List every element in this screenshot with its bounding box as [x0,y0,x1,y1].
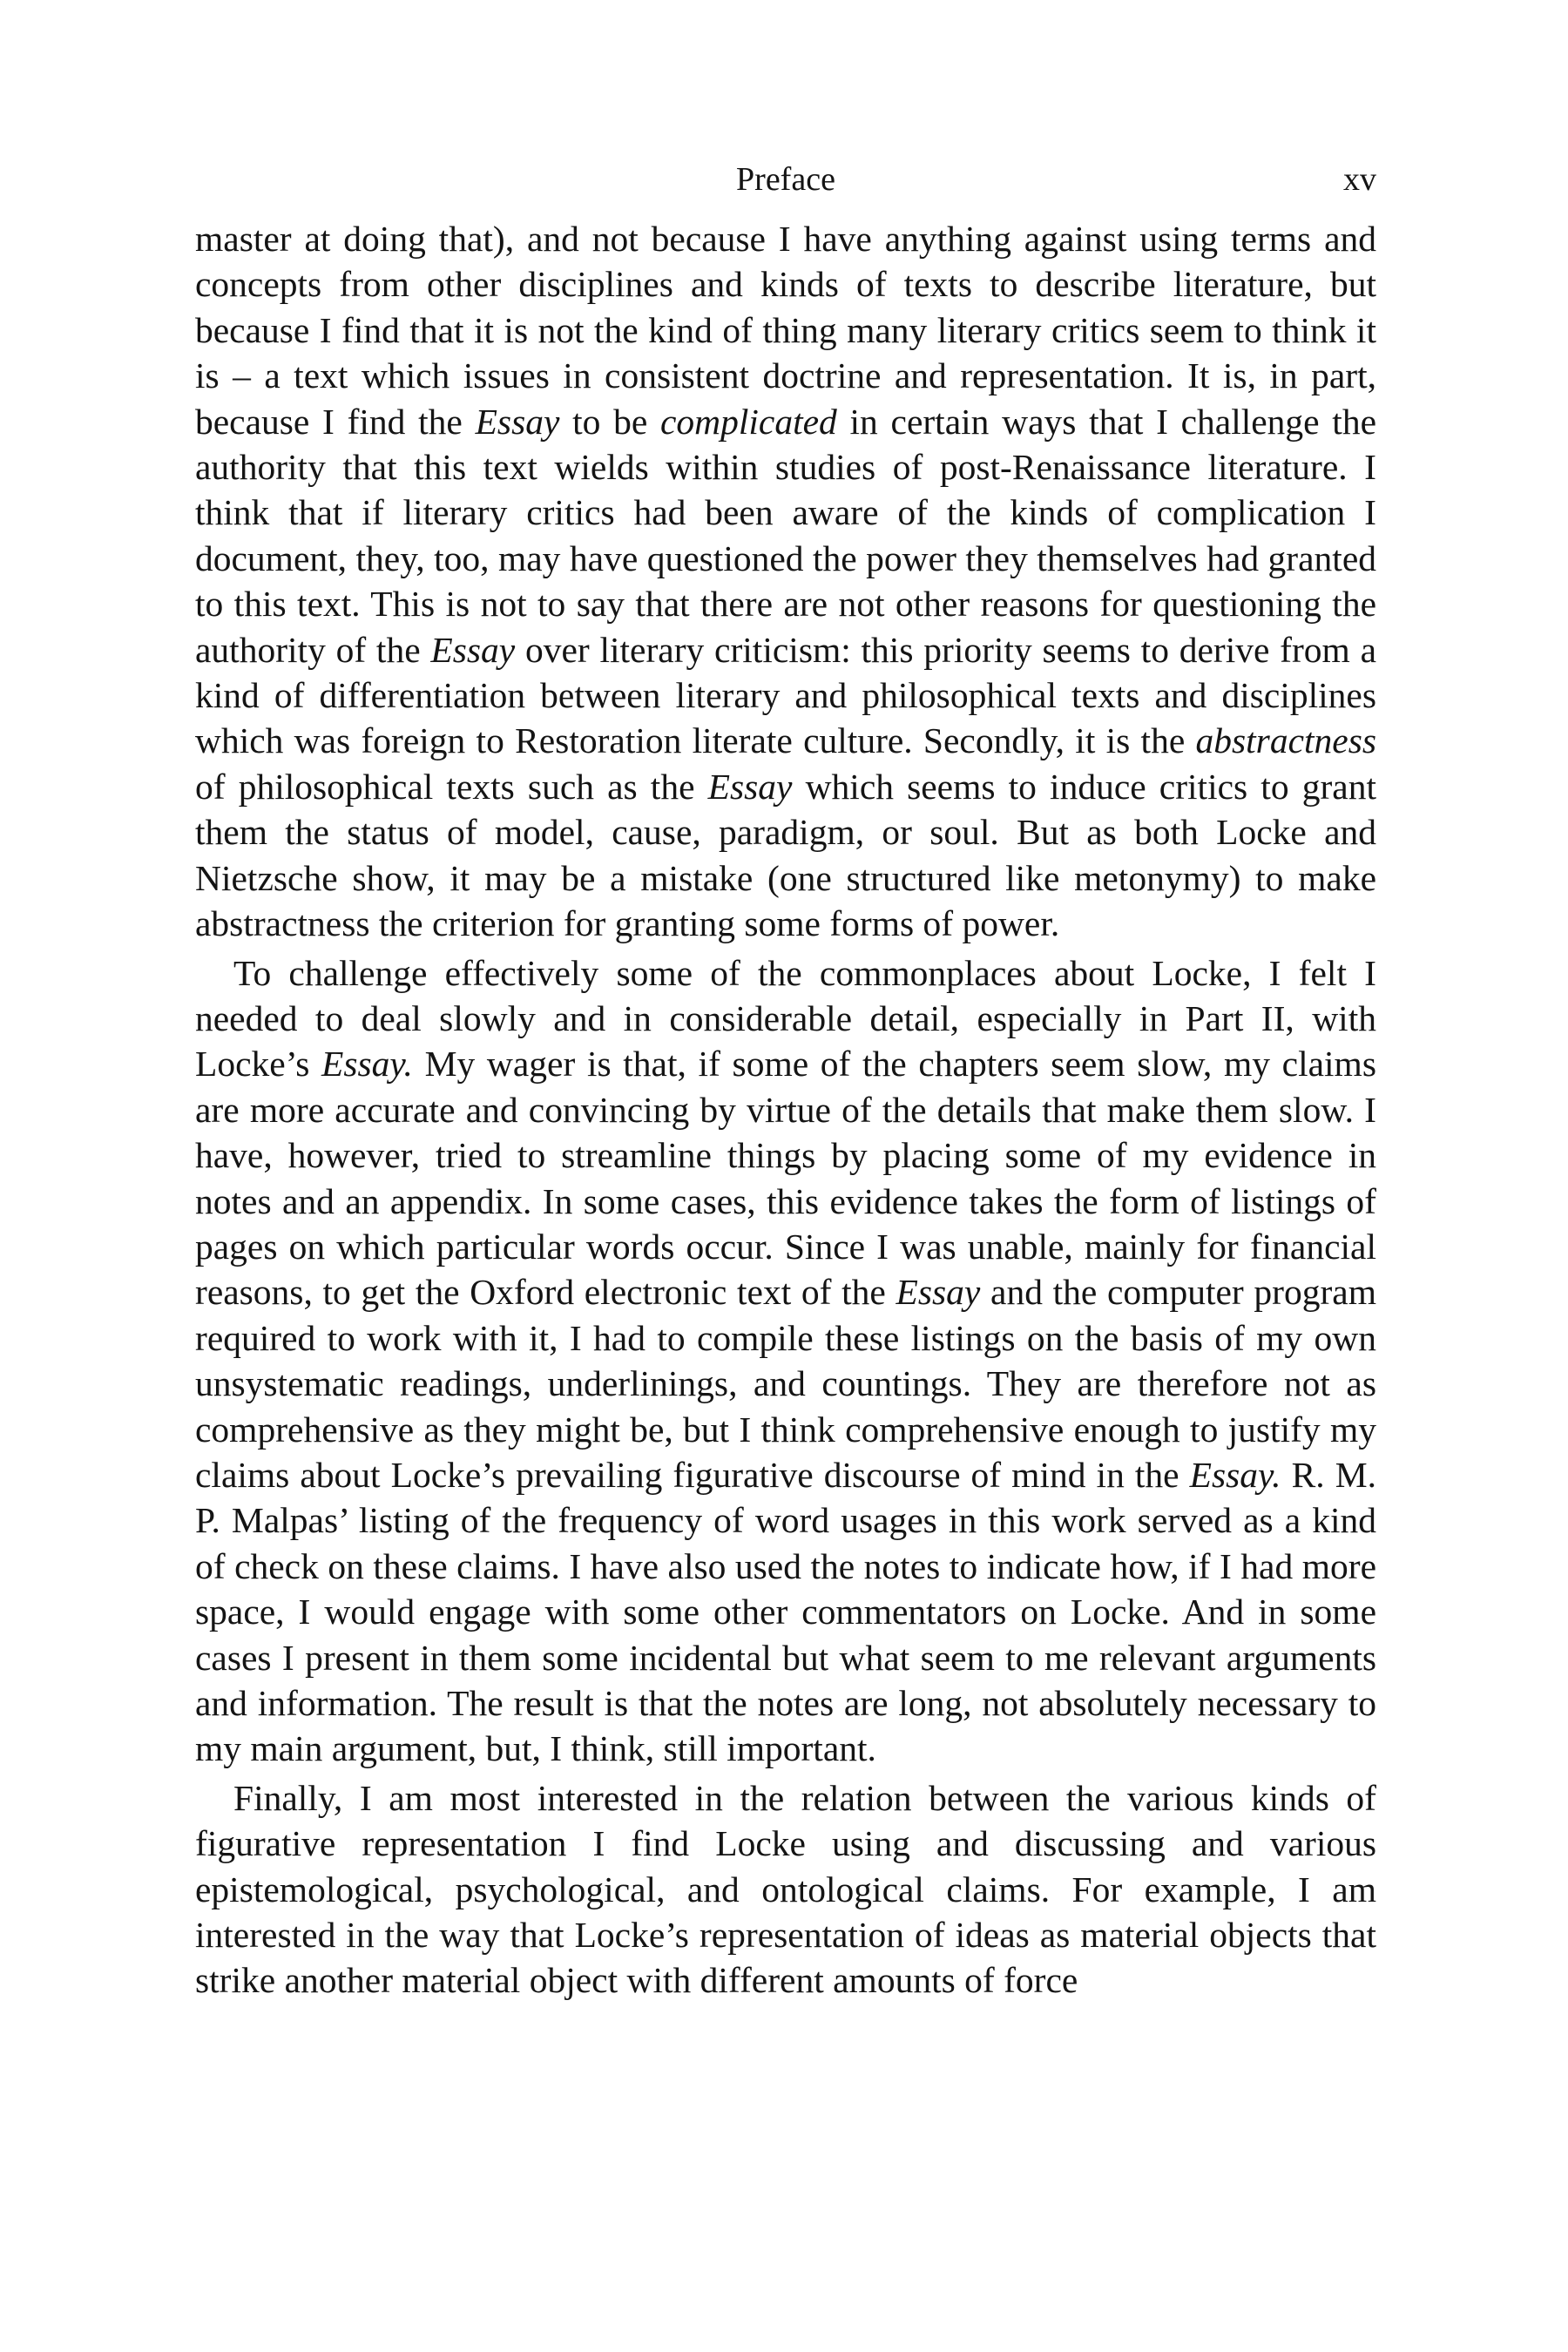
text-run: My wager is that, if some of the chapters seem slow, my claims are more accurate and convincing by virtue of the details that make them slow. I have, however, tried to streamline things by placing some of my evidence in notes and an appendix. In some cases, this evidence takes the form of listings of pages on which particular words occur. Since I was unable, mainly for financial reasons, to get the Oxford electronic text of the [195,1044,1376,1313]
italic-text-run: abstractness [1195,720,1376,761]
text-run: Finally, I am most interested in the relation between the various kinds of figurative representation I find Locke using and discussing and various epistemological, psychological, and ontological claims. For example, I am interested in the way that Locke’s representation of ideas as material objects that strike another material object with different amounts of force [195,1777,1376,2001]
italic-text-run: Essay. [1189,1454,1281,1495]
text-run: and the computer program required to work with it, I had to compile these listings on the basis of my own unsystematic readings, underlinings, and countings. They are therefore not as comprehensive as they might be, but I think comprehensive enough to justify my claims about Locke’s prevailing figurative discourse of mind in the [195,1272,1376,1495]
running-head [195,157,1376,202]
italic-text-run: Essay [475,401,560,442]
paragraph-3 [195,1775,1376,2004]
italic-text-run: Essay [707,766,793,807]
italic-text-run: Essay. [321,1044,413,1085]
text-run: in certain ways that I challenge the authority that this text wields within studies of post-Renaissance literature. I think that if literary critics had been aware of the kinds of complication I document, they, too, may have questioned the power they themselves had granted to this text. This is not to say that there are not other reasons for questioning the authority of the [195,401,1377,670]
paragraph-1 [195,216,1376,947]
text-run: R. M. P. Malpas’ listing of the frequency of word usages in this work served as a kind of check on these claims. I have also used the notes to indicate how, if I had more space, I would engage with some other commentators on Locke. And in some cases I present in them some incidental but what seem to me relevant arguments and information. The result is that the notes are long, not absolutely necessary to my main argument, but, I think, still important. [195,1454,1376,1769]
body-text [195,216,1376,2004]
page-number: xv [1343,161,1376,198]
text-run: over literary criticism: this priority seems to derive from a kind of differentiation between literary and philosophical texts and disciplines which was foreign to Restoration literate culture. Secondly, it is the [195,629,1376,761]
running-title: Preface [736,161,835,198]
text-run: which seems to induce critics to grant them the status of model, cause, paradigm, or soul. But as both Locke and Nietzsche show, it may be a mistake (one structured like metonymy) to make abstractness the criterion for granting some forms of power. [195,766,1376,944]
italic-text-run: Essay [430,629,516,670]
text-run: of philosophical texts such as the [195,766,708,807]
book-page [195,157,1376,2004]
text-run: To challenge effectively some of the commonplaces about Locke, I felt I needed to deal slowly and in considerable detail, especially in Part II, with Locke’s [195,952,1376,1085]
paragraph-2 [195,950,1376,1772]
text-run: to be [559,401,660,442]
text-run: master at doing that), and not because I have anything against using terms and concepts from other disciplines and kinds of texts to describe literature, but because I find that it is not the kind of thing many literary critics seem to think it is – a text which issues in consistent doctrine and representation. It is, in part, because I find the [195,219,1376,442]
italic-text-run: Essay [896,1272,981,1313]
italic-text-run: complicated [659,401,837,442]
